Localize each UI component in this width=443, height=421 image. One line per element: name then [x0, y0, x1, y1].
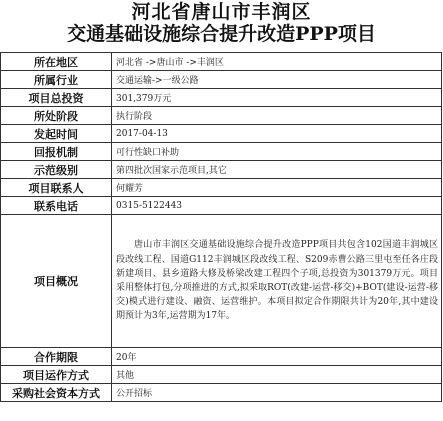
row-value: 可行性缺口补助 — [112, 143, 442, 161]
row-label: 采购社会资本方式 — [1, 384, 112, 402]
table-row — [1, 161, 442, 179]
project-info-table — [0, 52, 442, 402]
row-value: 河北省 ->唐山市 ->丰润区 — [112, 53, 442, 71]
row-label: 所在地区 — [1, 53, 112, 71]
table-row — [1, 125, 442, 143]
table-row — [1, 53, 442, 71]
row-label: 联系电话 — [1, 197, 112, 215]
summary-row — [1, 215, 442, 348]
title-line-1: 河北省唐山市丰润区 — [131, 1, 312, 23]
row-label: 项目运作方式 — [1, 366, 112, 384]
row-label: 合作期限 — [1, 348, 112, 366]
table-row — [1, 366, 442, 384]
row-label: 项目总投资 — [1, 89, 112, 107]
row-value: 执行阶段 — [112, 107, 442, 125]
row-value: 其他 — [112, 366, 442, 384]
row-value: 公开招标 — [112, 384, 442, 402]
row-label: 所处阶段 — [1, 107, 112, 125]
row-label: 发起时间 — [1, 125, 112, 143]
row-label: 回报机制 — [1, 143, 112, 161]
summary-label: 项目概况 — [1, 215, 112, 348]
table-row — [1, 179, 442, 197]
table-row — [1, 384, 442, 402]
table-row — [1, 107, 442, 125]
table-row — [1, 143, 442, 161]
table-row — [1, 89, 442, 107]
title-block — [0, 0, 443, 46]
row-value: 20年 — [112, 348, 442, 366]
row-value: 0315-5122443 — [112, 197, 442, 215]
row-value: 何耀芳 — [112, 179, 442, 197]
row-value: 301,379万元 — [112, 89, 442, 107]
table-row — [1, 71, 442, 89]
summary-text: 唐山市丰润区交通基础设施综合提升改造PPP项目共包含102国道丰润城区段改线工程、国道G112丰润城区段改线工程、S209赤曹公路三里屯至任各庄段新建项目、县乡道路大修及桥梁改建工程四个子项,总投资为301379万元。项目采用整体打包,分项推进的方式,拟采取ROT(改建-运营-移交)+BOT(建设-运营-移交)模式进行建设、融资、运营维护。本项目拟定合作期限共计为20年,其中建设期预计为3年,运营期为17年。 — [112, 215, 442, 348]
row-label: 所属行业 — [1, 71, 112, 89]
table-row — [1, 348, 442, 366]
table-row — [1, 197, 442, 215]
row-value: 2017-04-13 — [112, 125, 442, 143]
row-label: 示范级别 — [1, 161, 112, 179]
row-value: 交通运输->一级公路 — [112, 71, 442, 89]
row-label: 项目联系人 — [1, 179, 112, 197]
title-line-2: 交通基础设施综合提升改造PPP项目 — [67, 22, 376, 45]
row-value: 第四批次国家示范项目,其它 — [112, 161, 442, 179]
